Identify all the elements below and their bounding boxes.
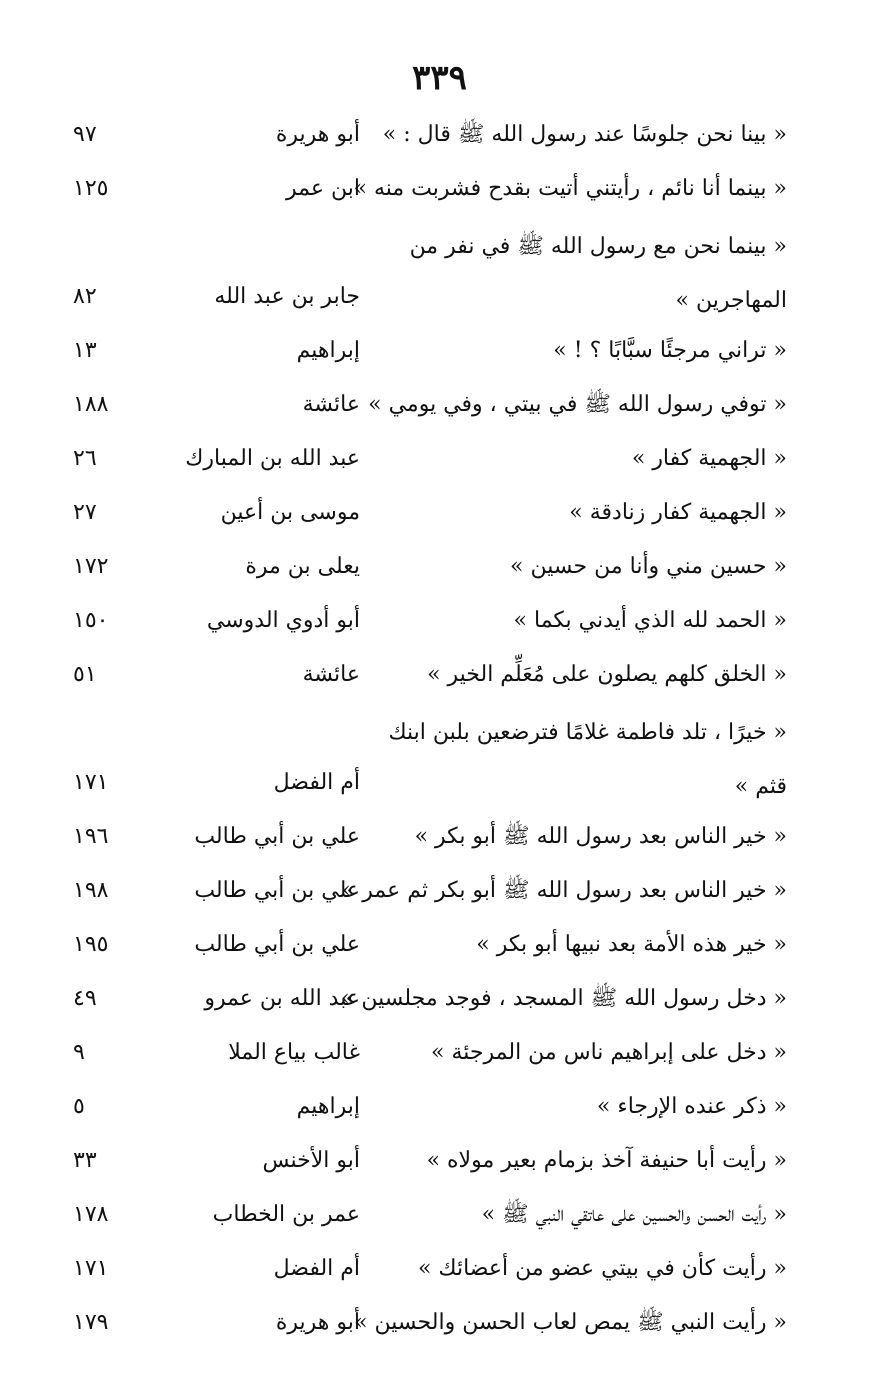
narrator-name: غالب بياع الملا bbox=[228, 1040, 360, 1065]
index-entry bbox=[55, 922, 795, 976]
hadith-text: « بينما أنا نائم ، رأيتني أتيت بقدح فشربت منه » bbox=[353, 176, 787, 201]
reference-number: ١٩٦ bbox=[73, 824, 109, 849]
narrator-name: أم الفضل bbox=[273, 1256, 360, 1281]
index-entry bbox=[55, 328, 795, 382]
index-entry bbox=[55, 1084, 795, 1138]
hadith-text: « توفي رسول الله ﷺ في بيتي ، وفي يومي » bbox=[368, 392, 787, 417]
index-entry bbox=[55, 1030, 795, 1084]
hadith-text: « خير الناس بعد رسول الله ﷺ أبو بكر ثم عمر » bbox=[341, 878, 787, 903]
reference-number: ١٩٨ bbox=[73, 878, 109, 903]
narrator-name: أم الفضل bbox=[273, 770, 360, 795]
index-entry bbox=[55, 112, 795, 166]
narrator-name: عائشة bbox=[302, 662, 360, 687]
narrator-name: ابن عمر bbox=[286, 176, 360, 201]
index-entry bbox=[55, 1192, 795, 1246]
index-entry bbox=[55, 436, 795, 490]
reference-number: ٣٣ bbox=[73, 1148, 97, 1173]
hadith-text: « دخل على إبراهيم ناس من المرجئة » bbox=[431, 1040, 787, 1065]
index-entry bbox=[55, 220, 795, 328]
narrator-name: علي بن أبي طالب bbox=[194, 878, 360, 903]
index-entry bbox=[55, 814, 795, 868]
reference-number: ٥١ bbox=[73, 662, 97, 687]
narrator-name: أبو هريرة bbox=[275, 122, 360, 147]
index-entry bbox=[55, 382, 795, 436]
reference-number: ٢٧ bbox=[73, 500, 97, 525]
reference-number: ١٧٩ bbox=[73, 1310, 109, 1335]
reference-number: ١٧٢ bbox=[73, 554, 109, 579]
index-entry bbox=[55, 652, 795, 706]
hadith-text: « خيرًا ، تلد فاطمة غلامًا فترضعين بلبن ابنك قثم » bbox=[388, 720, 787, 799]
narrator-name: عائشة bbox=[302, 392, 360, 417]
narrator-name: موسى بن أعين bbox=[220, 500, 360, 525]
hadith-index-list bbox=[55, 112, 795, 1354]
reference-number: ٥ bbox=[73, 1094, 85, 1119]
reference-number: ١٣ bbox=[73, 338, 97, 363]
index-entry bbox=[55, 868, 795, 922]
hadith-text: « رأيت النبي ﷺ يمص لعاب الحسن والحسين » bbox=[354, 1310, 787, 1335]
reference-number: ١٥٠ bbox=[73, 608, 109, 633]
index-entry bbox=[55, 1246, 795, 1300]
hadith-text: « ذكر عنده الإرجاء » bbox=[596, 1094, 787, 1119]
hadith-text: « بينما نحن مع رسول الله ﷺ في نفر من المهاجرين » bbox=[409, 234, 787, 313]
narrator-name: جابر بن عبد الله bbox=[214, 284, 360, 309]
index-entry bbox=[55, 490, 795, 544]
hadith-text: « رأيت الحسن والحسين على عاتقي النبي ﷺ » bbox=[481, 1202, 787, 1227]
hadith-text: « خير هذه الأمة بعد نبيها أبو بكر » bbox=[476, 932, 787, 957]
page-number: ٣٣٩ bbox=[412, 58, 467, 98]
narrator-name: عبد الله بن المبارك bbox=[185, 446, 360, 471]
reference-number: ١٧١ bbox=[73, 1256, 109, 1281]
narrator-name: علي بن أبي طالب bbox=[194, 824, 360, 849]
index-entry bbox=[55, 166, 795, 220]
index-entry bbox=[55, 976, 795, 1030]
reference-number: ٢٦ bbox=[73, 446, 97, 471]
reference-number: ١٧٨ bbox=[73, 1202, 109, 1227]
narrator-name: يعلى بن مرة bbox=[245, 554, 360, 579]
hadith-text: « الجهمية كفار » bbox=[631, 446, 787, 471]
reference-number: ١٢٥ bbox=[73, 176, 109, 201]
hadith-text: « بينا نحن جلوسًا عند رسول الله ﷺ قال : » bbox=[382, 122, 787, 147]
hadith-text: « الحمد لله الذي أيدني بكما » bbox=[513, 608, 787, 633]
narrator-name: إبراهيم bbox=[296, 1094, 360, 1119]
narrator-name: علي بن أبي طالب bbox=[194, 932, 360, 957]
index-entry bbox=[55, 1138, 795, 1192]
index-entry bbox=[55, 1300, 795, 1354]
reference-number: ٤٩ bbox=[73, 986, 97, 1011]
reference-number: ٩ bbox=[73, 1040, 85, 1065]
hadith-text: « الجهمية كفار زنادقة » bbox=[569, 500, 787, 525]
hadith-text: « خير الناس بعد رسول الله ﷺ أبو بكر » bbox=[414, 824, 787, 849]
hadith-text: « رأيت كأن في بيتي عضو من أعضائك » bbox=[417, 1256, 787, 1281]
index-entry bbox=[55, 598, 795, 652]
narrator-name: إبراهيم bbox=[296, 338, 360, 363]
hadith-text: « تراني مرجئًا سبَّابًا ؟ ! » bbox=[553, 338, 787, 363]
narrator-name: أبو هريرة bbox=[275, 1310, 360, 1335]
narrator-name: أبو الأخنس bbox=[262, 1148, 360, 1173]
reference-number: ١٧١ bbox=[73, 770, 109, 795]
index-entry bbox=[55, 706, 795, 814]
reference-number: ١٨٨ bbox=[73, 392, 109, 417]
reference-number: ١٩٥ bbox=[73, 932, 109, 957]
index-entry bbox=[55, 544, 795, 598]
hadith-text: « حسين مني وأنا من حسين » bbox=[510, 554, 787, 579]
reference-number: ٨٢ bbox=[73, 284, 97, 309]
hadith-text: « الخلق كلهم يصلون على مُعَلِّم الخير » bbox=[427, 662, 787, 687]
hadith-text: « رأيت أبا حنيفة آخذ بزمام بعير مولاه » bbox=[426, 1148, 787, 1173]
hadith-text: « دخل رسول الله ﷺ المسجد ، فوجد مجلسين » bbox=[340, 986, 787, 1011]
narrator-name: أبو أدوي الدوسي bbox=[206, 608, 360, 633]
narrator-name: عبد الله بن عمرو bbox=[204, 986, 360, 1011]
narrator-name: عمر بن الخطاب bbox=[212, 1202, 360, 1227]
reference-number: ٩٧ bbox=[73, 122, 97, 147]
